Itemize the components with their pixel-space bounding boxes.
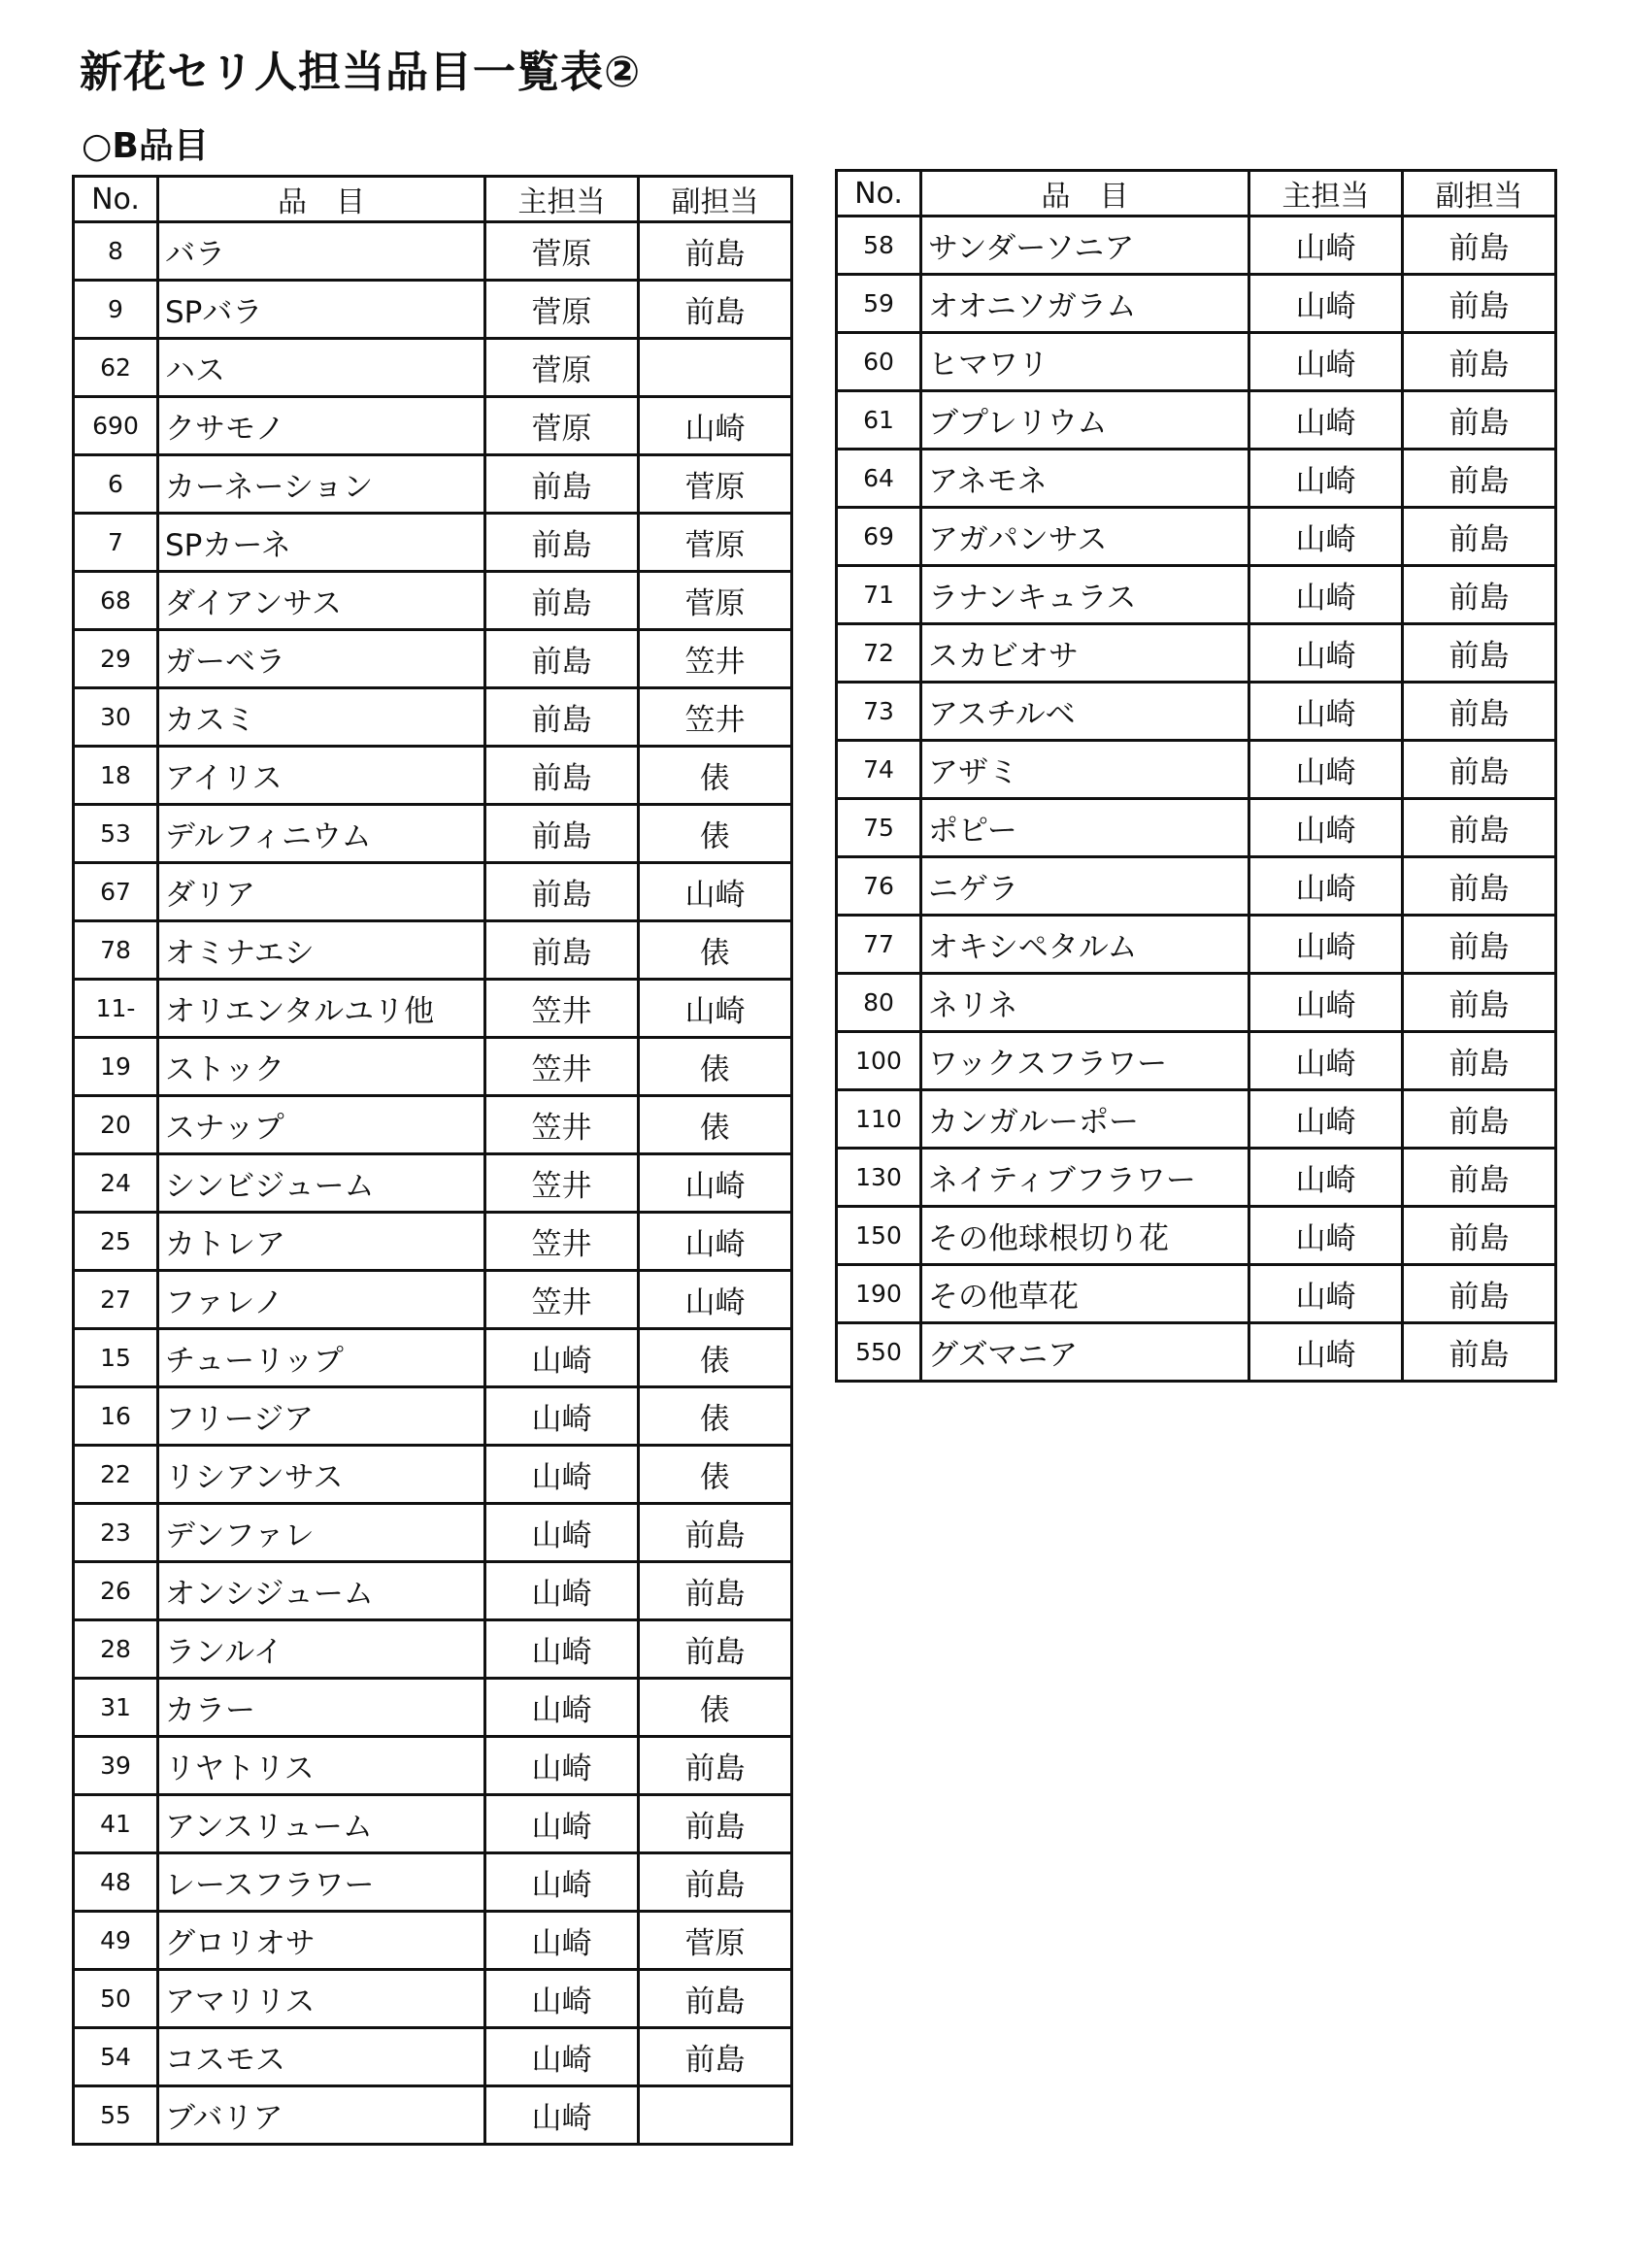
cell-secondary: 菅原 — [639, 455, 792, 514]
cell-primary: 山崎 — [1249, 741, 1403, 799]
cell-no: 690 — [74, 397, 158, 455]
cell-primary: 山崎 — [485, 1795, 639, 1853]
cell-item: オミナエシ — [158, 921, 485, 980]
cell-secondary: 前島 — [639, 1620, 792, 1679]
cell-no: 22 — [74, 1446, 158, 1504]
cell-primary: 前島 — [485, 747, 639, 805]
cell-primary: 山崎 — [485, 2086, 639, 2145]
cell-primary: 山崎 — [485, 1737, 639, 1795]
cell-primary: 山崎 — [1249, 450, 1403, 508]
right-table — [835, 169, 1557, 1383]
cell-primary: 山崎 — [1249, 799, 1403, 857]
cell-primary: 山崎 — [1249, 333, 1403, 391]
cell-item: ダイアンサス — [158, 572, 485, 630]
cell-secondary: 前島 — [639, 1562, 792, 1620]
cell-no: 26 — [74, 1562, 158, 1620]
table-row — [837, 624, 1556, 683]
table-row — [74, 514, 792, 572]
table-row — [74, 921, 792, 980]
cell-primary: 山崎 — [485, 1620, 639, 1679]
cell-primary: 前島 — [485, 455, 639, 514]
cell-item: アマリリス — [158, 1970, 485, 2028]
cell-secondary: 俵 — [639, 1446, 792, 1504]
table-row — [74, 747, 792, 805]
table-row — [837, 1149, 1556, 1207]
cell-secondary — [639, 339, 792, 397]
cell-secondary: 前島 — [639, 1504, 792, 1562]
cell-primary: 菅原 — [485, 222, 639, 281]
table-row — [74, 222, 792, 281]
cell-item: ネリネ — [921, 974, 1249, 1032]
table-row — [837, 566, 1556, 624]
table-row — [74, 1679, 792, 1737]
cell-secondary: 俵 — [639, 747, 792, 805]
cell-secondary: 俵 — [639, 1038, 792, 1096]
cell-item: ファレノ — [158, 1271, 485, 1329]
cell-item: ネイティブフラワー — [921, 1149, 1249, 1207]
cell-secondary: 前島 — [1403, 1207, 1556, 1265]
cell-secondary: 前島 — [1403, 391, 1556, 450]
cell-item: SPカーネ — [158, 514, 485, 572]
cell-item: バラ — [158, 222, 485, 281]
cell-primary: 山崎 — [1249, 916, 1403, 974]
table-row — [837, 1090, 1556, 1149]
cell-item: ダリア — [158, 863, 485, 921]
cell-secondary: 前島 — [1403, 1090, 1556, 1149]
cell-item: ガーベラ — [158, 630, 485, 688]
cell-secondary: 前島 — [639, 1853, 792, 1912]
cell-item: サンダーソニア — [921, 217, 1249, 275]
cell-no: 16 — [74, 1387, 158, 1446]
cell-primary: 山崎 — [1249, 1265, 1403, 1323]
table-row — [837, 741, 1556, 799]
cell-secondary: 前島 — [639, 281, 792, 339]
cell-item: ブバリア — [158, 2086, 485, 2145]
cell-item: デルフィニウム — [158, 805, 485, 863]
cell-no: 41 — [74, 1795, 158, 1853]
cell-primary: 山崎 — [1249, 683, 1403, 741]
table-row — [74, 1970, 792, 2028]
cell-item: スナップ — [158, 1096, 485, 1154]
cell-primary: 前島 — [485, 630, 639, 688]
cell-secondary: 俵 — [639, 1096, 792, 1154]
table-row — [74, 1620, 792, 1679]
cell-secondary: 前島 — [639, 222, 792, 281]
cell-primary: 山崎 — [1249, 1323, 1403, 1382]
table-row — [837, 916, 1556, 974]
table-row — [837, 683, 1556, 741]
cell-no: 75 — [837, 799, 921, 857]
cell-no: 30 — [74, 688, 158, 747]
cell-primary: 前島 — [485, 863, 639, 921]
cell-secondary: 前島 — [1403, 1032, 1556, 1090]
cell-item: ハス — [158, 339, 485, 397]
cell-no: 71 — [837, 566, 921, 624]
cell-item: ブプレリウム — [921, 391, 1249, 450]
cell-secondary: 前島 — [639, 1795, 792, 1853]
cell-secondary: 前島 — [1403, 857, 1556, 916]
cell-no: 23 — [74, 1504, 158, 1562]
cell-primary: 山崎 — [1249, 508, 1403, 566]
table-row — [837, 450, 1556, 508]
cell-no: 73 — [837, 683, 921, 741]
header-item: 品 目 — [158, 177, 485, 222]
cell-no: 80 — [837, 974, 921, 1032]
table-row — [74, 630, 792, 688]
cell-no: 50 — [74, 1970, 158, 2028]
cell-no: 61 — [837, 391, 921, 450]
cell-no: 60 — [837, 333, 921, 391]
table-row — [74, 1271, 792, 1329]
cell-item: ランルイ — [158, 1620, 485, 1679]
cell-item: その他草花 — [921, 1265, 1249, 1323]
cell-no: 15 — [74, 1329, 158, 1387]
cell-no: 49 — [74, 1912, 158, 1970]
header-primary: 主担当 — [1249, 171, 1403, 217]
cell-secondary: 山崎 — [639, 1271, 792, 1329]
cell-secondary: 菅原 — [639, 572, 792, 630]
section-title: ○B品目 — [82, 126, 209, 166]
cell-secondary: 俵 — [639, 1387, 792, 1446]
table-row — [74, 1213, 792, 1271]
cell-primary: 前島 — [485, 514, 639, 572]
cell-item: その他球根切り花 — [921, 1207, 1249, 1265]
table-row — [837, 391, 1556, 450]
cell-item: アザミ — [921, 741, 1249, 799]
cell-secondary: 前島 — [1403, 741, 1556, 799]
cell-primary: 山崎 — [485, 1329, 639, 1387]
cell-primary: 笠井 — [485, 1038, 639, 1096]
cell-secondary: 前島 — [1403, 916, 1556, 974]
table-row — [74, 1038, 792, 1096]
cell-secondary: 俵 — [639, 921, 792, 980]
cell-item: シンビジューム — [158, 1154, 485, 1213]
cell-item: アイリス — [158, 747, 485, 805]
table-row — [74, 2028, 792, 2086]
cell-no: 64 — [837, 450, 921, 508]
cell-item: ワックスフラワー — [921, 1032, 1249, 1090]
table-row — [74, 1912, 792, 1970]
cell-no: 130 — [837, 1149, 921, 1207]
cell-primary: 前島 — [485, 805, 639, 863]
cell-no: 53 — [74, 805, 158, 863]
cell-primary: 山崎 — [1249, 857, 1403, 916]
cell-secondary: 俵 — [639, 805, 792, 863]
cell-no: 62 — [74, 339, 158, 397]
cell-item: ストック — [158, 1038, 485, 1096]
table-row — [74, 2086, 792, 2145]
cell-item: リヤトリス — [158, 1737, 485, 1795]
table-row — [74, 455, 792, 514]
cell-primary: 前島 — [485, 921, 639, 980]
cell-primary: 笠井 — [485, 980, 639, 1038]
cell-primary: 山崎 — [1249, 624, 1403, 683]
cell-secondary: 笠井 — [639, 630, 792, 688]
cell-item: アガパンサス — [921, 508, 1249, 566]
cell-item: カンガルーポー — [921, 1090, 1249, 1149]
cell-no: 59 — [837, 275, 921, 333]
cell-primary: 山崎 — [1249, 217, 1403, 275]
table-row — [74, 805, 792, 863]
header-primary: 主担当 — [485, 177, 639, 222]
cell-secondary: 俵 — [639, 1679, 792, 1737]
cell-primary: 笠井 — [485, 1271, 639, 1329]
table-row — [837, 508, 1556, 566]
cell-no: 55 — [74, 2086, 158, 2145]
table-row — [837, 1323, 1556, 1382]
cell-no: 6 — [74, 455, 158, 514]
table-row — [74, 1446, 792, 1504]
cell-secondary: 前島 — [1403, 508, 1556, 566]
cell-no: 31 — [74, 1679, 158, 1737]
cell-item: レースフラワー — [158, 1853, 485, 1912]
cell-no: 8 — [74, 222, 158, 281]
table-row — [837, 217, 1556, 275]
cell-item: グズマニア — [921, 1323, 1249, 1382]
cell-primary: 山崎 — [1249, 1207, 1403, 1265]
table-row — [74, 980, 792, 1038]
table-row — [74, 1329, 792, 1387]
table-row — [74, 281, 792, 339]
cell-primary: 山崎 — [1249, 1090, 1403, 1149]
cell-secondary: 菅原 — [639, 514, 792, 572]
cell-item: オオニソガラム — [921, 275, 1249, 333]
cell-no: 19 — [74, 1038, 158, 1096]
cell-primary: 菅原 — [485, 339, 639, 397]
cell-item: カトレア — [158, 1213, 485, 1271]
cell-secondary: 前島 — [1403, 566, 1556, 624]
cell-item: デンファレ — [158, 1504, 485, 1562]
cell-no: 100 — [837, 1032, 921, 1090]
cell-secondary: 前島 — [1403, 1265, 1556, 1323]
cell-item: ポピー — [921, 799, 1249, 857]
cell-primary: 山崎 — [1249, 974, 1403, 1032]
cell-primary: 山崎 — [1249, 275, 1403, 333]
table-row — [74, 1853, 792, 1912]
cell-secondary: 笠井 — [639, 688, 792, 747]
cell-secondary: 前島 — [1403, 683, 1556, 741]
left-table — [72, 175, 793, 2146]
cell-primary: 笠井 — [485, 1213, 639, 1271]
cell-item: ニゲラ — [921, 857, 1249, 916]
cell-primary: 山崎 — [485, 1387, 639, 1446]
cell-item: オキシペタルム — [921, 916, 1249, 974]
cell-secondary: 前島 — [1403, 624, 1556, 683]
cell-no: 25 — [74, 1213, 158, 1271]
table-row — [74, 863, 792, 921]
cell-item: SPバラ — [158, 281, 485, 339]
cell-secondary: 前島 — [639, 2028, 792, 2086]
cell-primary: 笠井 — [485, 1154, 639, 1213]
cell-item: スカビオサ — [921, 624, 1249, 683]
cell-no: 69 — [837, 508, 921, 566]
cell-primary: 山崎 — [1249, 1032, 1403, 1090]
cell-primary: 山崎 — [485, 1853, 639, 1912]
table-row — [74, 339, 792, 397]
cell-secondary: 前島 — [1403, 974, 1556, 1032]
table-row — [74, 1795, 792, 1853]
cell-item: フリージア — [158, 1387, 485, 1446]
cell-no: 76 — [837, 857, 921, 916]
cell-primary: 山崎 — [1249, 566, 1403, 624]
table-row — [74, 1737, 792, 1795]
cell-no: 74 — [837, 741, 921, 799]
cell-item: アネモネ — [921, 450, 1249, 508]
cell-no: 29 — [74, 630, 158, 688]
cell-primary: 菅原 — [485, 281, 639, 339]
cell-item: クサモノ — [158, 397, 485, 455]
cell-primary: 山崎 — [485, 1446, 639, 1504]
cell-item: オリエンタルユリ他 — [158, 980, 485, 1038]
cell-item: オンシジューム — [158, 1562, 485, 1620]
cell-secondary: 前島 — [639, 1737, 792, 1795]
cell-no: 68 — [74, 572, 158, 630]
cell-item: リシアンサス — [158, 1446, 485, 1504]
cell-no: 110 — [837, 1090, 921, 1149]
header-secondary: 副担当 — [639, 177, 792, 222]
cell-primary: 山崎 — [1249, 1149, 1403, 1207]
cell-item: チューリップ — [158, 1329, 485, 1387]
cell-item: コスモス — [158, 2028, 485, 2086]
cell-primary: 山崎 — [485, 1504, 639, 1562]
cell-no: 550 — [837, 1323, 921, 1382]
cell-primary: 山崎 — [485, 1562, 639, 1620]
cell-no: 190 — [837, 1265, 921, 1323]
table-row — [74, 1562, 792, 1620]
header-row — [74, 177, 792, 222]
cell-item: アンスリューム — [158, 1795, 485, 1853]
cell-no: 77 — [837, 916, 921, 974]
cell-primary: 山崎 — [485, 1912, 639, 1970]
cell-item: ラナンキュラス — [921, 566, 1249, 624]
cell-primary: 前島 — [485, 688, 639, 747]
cell-no: 48 — [74, 1853, 158, 1912]
table-row — [74, 572, 792, 630]
cell-secondary: 前島 — [1403, 1149, 1556, 1207]
cell-secondary: 俵 — [639, 1329, 792, 1387]
cell-no: 18 — [74, 747, 158, 805]
table-row — [837, 1265, 1556, 1323]
cell-item: アスチルベ — [921, 683, 1249, 741]
cell-no: 72 — [837, 624, 921, 683]
cell-no: 9 — [74, 281, 158, 339]
cell-secondary: 前島 — [1403, 333, 1556, 391]
cell-primary: 山崎 — [485, 1970, 639, 2028]
cell-secondary: 山崎 — [639, 397, 792, 455]
cell-primary: 山崎 — [485, 2028, 639, 2086]
table-row — [837, 1032, 1556, 1090]
table-row — [837, 275, 1556, 333]
cell-no: 28 — [74, 1620, 158, 1679]
cell-primary: 山崎 — [1249, 391, 1403, 450]
cell-secondary: 前島 — [1403, 275, 1556, 333]
cell-primary: 前島 — [485, 572, 639, 630]
cell-secondary: 菅原 — [639, 1912, 792, 1970]
cell-secondary: 山崎 — [639, 980, 792, 1038]
table-row — [74, 1387, 792, 1446]
cell-item: ヒマワリ — [921, 333, 1249, 391]
cell-secondary — [639, 2086, 792, 2145]
cell-no: 11- — [74, 980, 158, 1038]
cell-no: 27 — [74, 1271, 158, 1329]
cell-primary: 菅原 — [485, 397, 639, 455]
page-title: 新花セリ人担当品目一覧表② — [80, 48, 642, 97]
cell-secondary: 前島 — [639, 1970, 792, 2028]
cell-secondary: 山崎 — [639, 1154, 792, 1213]
table-row — [837, 857, 1556, 916]
cell-no: 78 — [74, 921, 158, 980]
table-row — [837, 799, 1556, 857]
cell-no: 39 — [74, 1737, 158, 1795]
cell-secondary: 前島 — [1403, 799, 1556, 857]
cell-secondary: 山崎 — [639, 863, 792, 921]
cell-item: カーネーション — [158, 455, 485, 514]
cell-secondary: 前島 — [1403, 450, 1556, 508]
cell-secondary: 前島 — [1403, 217, 1556, 275]
table-row — [74, 688, 792, 747]
table-row — [74, 1096, 792, 1154]
header-no: No. — [74, 177, 158, 222]
cell-no: 54 — [74, 2028, 158, 2086]
table-row — [74, 1504, 792, 1562]
cell-no: 67 — [74, 863, 158, 921]
cell-item: カスミ — [158, 688, 485, 747]
cell-item: グロリオサ — [158, 1912, 485, 1970]
cell-no: 7 — [74, 514, 158, 572]
cell-item: カラー — [158, 1679, 485, 1737]
table-row — [837, 974, 1556, 1032]
header-secondary: 副担当 — [1403, 171, 1556, 217]
table-row — [837, 333, 1556, 391]
header-no: No. — [837, 171, 921, 217]
table-row — [74, 397, 792, 455]
cell-secondary: 山崎 — [639, 1213, 792, 1271]
cell-no: 20 — [74, 1096, 158, 1154]
cell-primary: 山崎 — [485, 1679, 639, 1737]
header-item: 品 目 — [921, 171, 1249, 217]
cell-primary: 笠井 — [485, 1096, 639, 1154]
table-row — [74, 1154, 792, 1213]
cell-no: 150 — [837, 1207, 921, 1265]
cell-no: 58 — [837, 217, 921, 275]
cell-secondary: 前島 — [1403, 1323, 1556, 1382]
cell-no: 24 — [74, 1154, 158, 1213]
header-row — [837, 171, 1556, 217]
table-row — [837, 1207, 1556, 1265]
